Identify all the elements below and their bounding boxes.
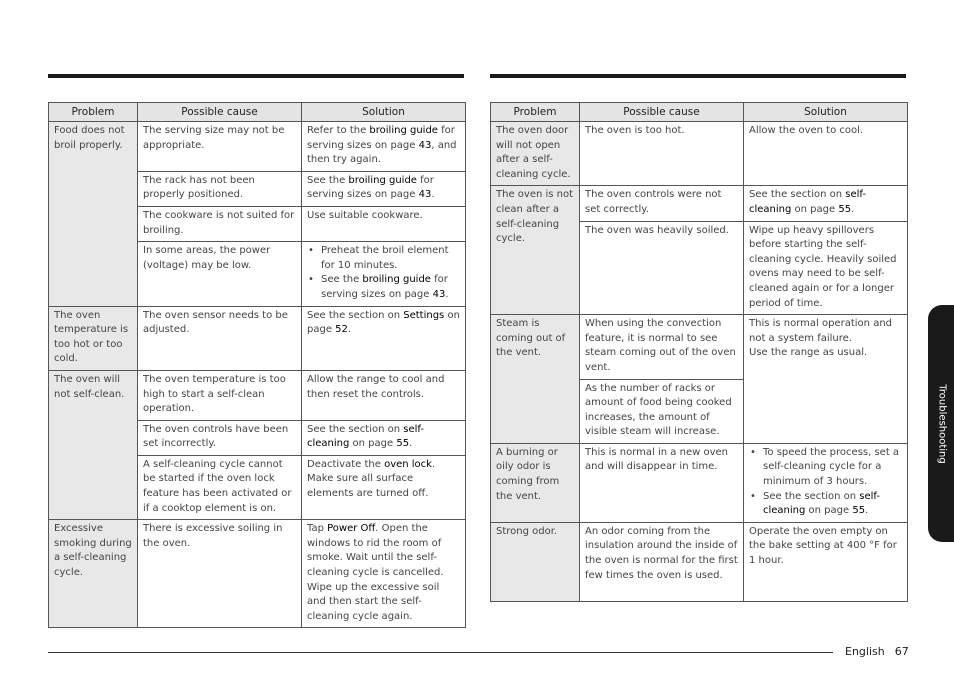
cause-cell: The oven was heavily soiled. (580, 221, 744, 315)
solution-cell: Operate the oven empty on the bake setting at 400 °F for 1 hour. (744, 522, 908, 601)
section-tab-label: Troubleshooting (936, 383, 948, 464)
table-row (491, 315, 908, 379)
cause-cell: When using the convection feature, it is normal to see steam coming out of the oven vent. (580, 315, 744, 379)
solution-cell: See the section on self-cleaning on page 55. (744, 186, 908, 221)
solution-cell: This is normal operation and not a system failure. Use the range as usual. (744, 315, 908, 444)
solution-cell (744, 443, 908, 522)
footer-language: English (845, 645, 885, 658)
header-solution: Solution (744, 103, 908, 122)
cause-cell: The oven sensor needs to be adjusted. (138, 306, 302, 370)
cause-cell: As the number of racks or amount of food being cooked increases, the amount of visible steam will increase. (580, 379, 744, 443)
cause-cell: An odor coming from the insulation around the inside of the oven is normal for the first few times the oven is used. (580, 522, 744, 601)
cause-cell: The oven controls have been set incorrectly. (138, 420, 302, 455)
problem-cell: The oven door will not open after a self-cleaning cycle. (491, 122, 580, 186)
problem-cell: The oven will not self-clean. (49, 370, 138, 519)
problem-cell: The oven temperature is too hot or too cold. (49, 306, 138, 370)
list-item: • See the broiling guide for serving sizes on page 43. (321, 273, 460, 302)
list-item: • To speed the process, set a self-cleaning cycle for a minimum of 3 hours. (763, 446, 902, 490)
problem-cell: Food does not broil properly. (49, 122, 138, 307)
cause-cell: The oven temperature is too high to start a self-clean operation. (138, 370, 302, 420)
table-row (491, 522, 908, 601)
solution-cell: Allow the oven to cool. (744, 122, 908, 186)
header-cause: Possible cause (580, 103, 744, 122)
table-row (49, 370, 466, 420)
table-row (491, 186, 908, 221)
page-number: 67 (894, 645, 909, 658)
problem-cell: The oven is not clean after a self-cleaning cycle. (491, 186, 580, 315)
header-solution: Solution (302, 103, 466, 122)
table-row (491, 443, 908, 522)
top-rule-right (490, 74, 906, 78)
problem-cell: A burning or oily odor is coming from the vent. (491, 443, 580, 522)
cause-cell: The serving size may not be appropriate. (138, 122, 302, 172)
solution-cell: Wipe up heavy spillovers before starting the self-cleaning cycle. Heavily soiled ovens may need to be self-cleaned again or for a longer period of time. (744, 221, 908, 315)
problem-cell: Excessive smoking during a self-cleaning cycle. (49, 520, 138, 628)
cause-cell: The cookware is not suited for broiling. (138, 206, 302, 241)
footer-rule (48, 652, 833, 653)
footer (845, 645, 909, 660)
solution-list (307, 244, 460, 302)
solution-cell: Tap Power Off. Open the windows to rid the room of smoke. Wait until the self-cleaning cycle is cancelled. Wipe up the excessive soil and then start the self-cleaning cycle again. (302, 520, 466, 628)
solution-cell: See the broiling guide for serving sizes on page 43. (302, 171, 466, 206)
solution-cell: See the section on self-cleaning on page 55. (302, 420, 466, 455)
top-rule-left (48, 74, 464, 78)
header-problem: Problem (491, 103, 580, 122)
cause-cell: The rack has not been properly positioned. (138, 171, 302, 206)
troubleshooting-table-right (490, 102, 908, 602)
header-problem: Problem (49, 103, 138, 122)
list-item: • Preheat the broil element for 10 minutes. (321, 244, 460, 273)
header-row (49, 103, 466, 122)
problem-cell: Steam is coming out of the vent. (491, 315, 580, 444)
list-item: • See the section on self-cleaning on page 55. (763, 490, 902, 519)
cause-cell: This is normal in a new oven and will disappear in time. (580, 443, 744, 522)
header-row (491, 103, 908, 122)
table-row (49, 122, 466, 172)
table-row (49, 520, 466, 628)
solution-cell: See the section on Settings on page 52. (302, 306, 466, 370)
solution-cell: Refer to the broiling guide for serving sizes on page 43, and then try again. (302, 122, 466, 172)
problem-cell: Strong odor. (491, 522, 580, 601)
table-row (491, 122, 908, 186)
header-cause: Possible cause (138, 103, 302, 122)
troubleshooting-table-left (48, 102, 466, 628)
cause-cell: In some areas, the power (voltage) may be low. (138, 242, 302, 306)
solution-cell: Use suitable cookware. (302, 206, 466, 241)
section-tab (928, 305, 954, 542)
table-row (49, 306, 466, 370)
solution-list (749, 446, 902, 519)
solution-cell: Deactivate the oven lock. Make sure all surface elements are turned off. (302, 455, 466, 519)
solution-cell: Allow the range to cool and then reset the controls. (302, 370, 466, 420)
cause-cell: There is excessive soiling in the oven. (138, 520, 302, 628)
cause-cell: The oven controls were not set correctly. (580, 186, 744, 221)
cause-cell: A self-cleaning cycle cannot be started if the oven lock feature has been activated or if a cooktop element is on. (138, 455, 302, 519)
solution-cell (302, 242, 466, 306)
cause-cell: The oven is too hot. (580, 122, 744, 186)
